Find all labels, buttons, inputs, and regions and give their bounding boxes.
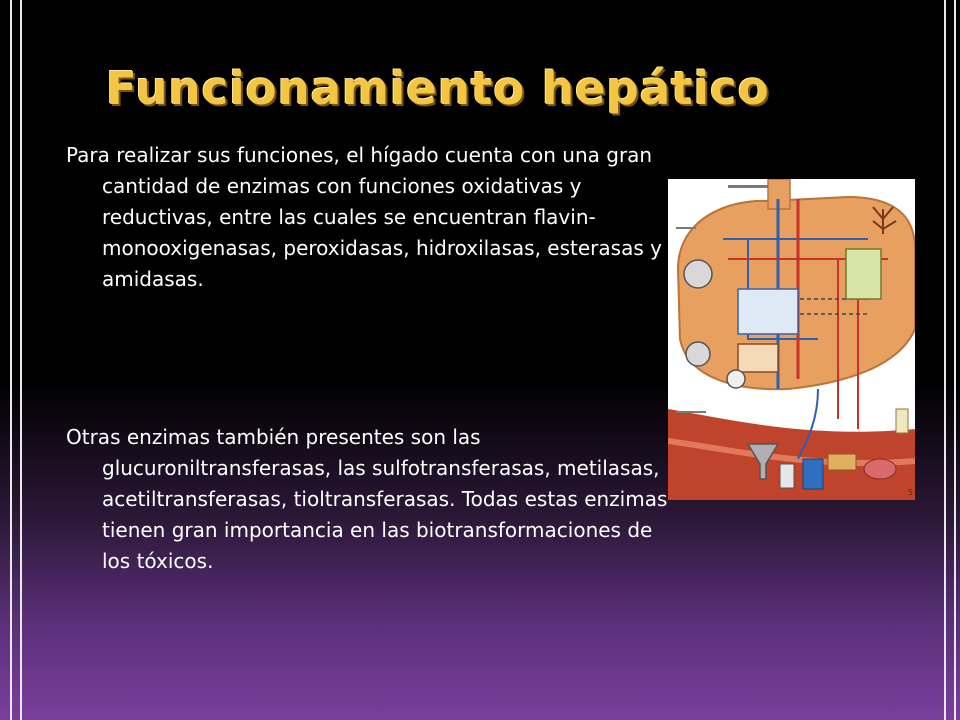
frame-border-right <box>954 0 956 720</box>
slide-title: Funcionamiento hepático <box>106 62 770 115</box>
paragraph-enzymes: Para realizar sus funciones, el hígado cuenta con una gran cantidad de enzimas con funciones oxidativas y reductivas, entre las cuales se encuentran flavin-monooxigenasas, peroxidasas, hidroxilasas, esterasas y amidasas. <box>66 143 662 291</box>
frame-border-left <box>10 0 12 720</box>
frame-border-left-inner <box>20 0 22 720</box>
liver-diagram-svg <box>668 179 915 500</box>
image-page-number: 5 <box>908 488 914 497</box>
liver-function-illustration <box>668 179 915 500</box>
frame-border-right-inner <box>944 0 946 720</box>
paragraph-other-enzymes: Otras enzimas también presentes son las glucuroniltransferasas, las sulfotransferasas, metilasas, acetiltransferasas, tioltransferasas. Todas estas enzimas tienen gran importancia en las biotransformaciones de los tóxicos. <box>66 425 668 573</box>
